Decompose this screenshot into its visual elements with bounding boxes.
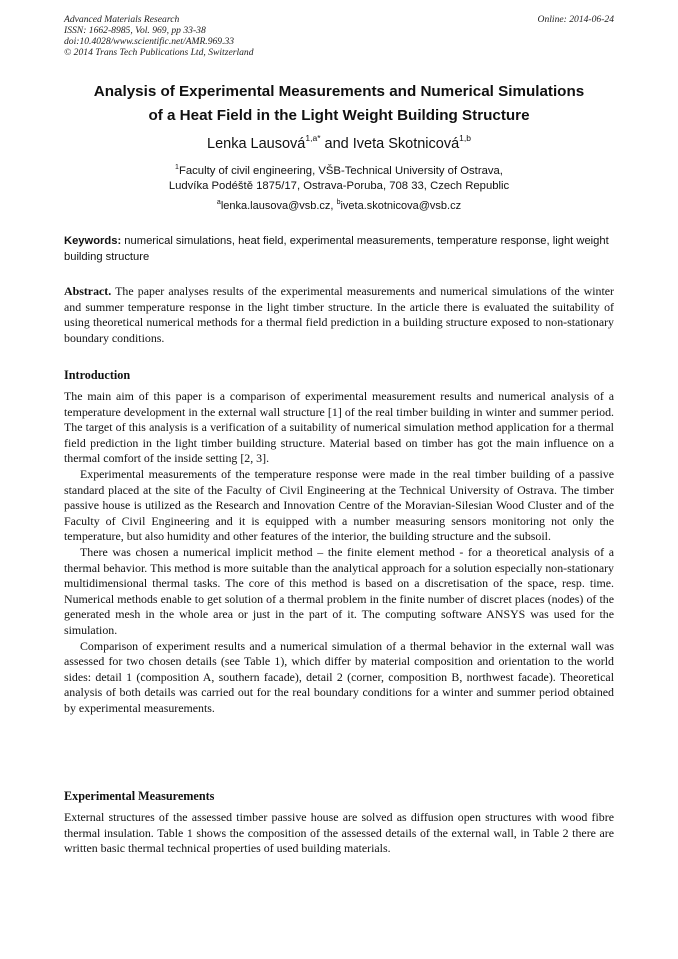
author-2-affil: 1,b	[459, 133, 471, 143]
journal-name: Advanced Materials Research	[64, 14, 180, 25]
abstract-label: Abstract.	[64, 284, 112, 298]
author-1: Lenka Lausová	[207, 136, 306, 152]
author-1-affil: 1,a*	[305, 133, 321, 143]
intro-paragraph: There was chosen a numerical implicit method – the finite element method - for a theoretical analysis of a thermal behavior. This method is more suitable than the analytical approach for a solution especially non-stationary multidimensional thermal tasks. The core of this method is based on a discretisation of the space, resp. time. Numerical methods enable to get solution of a thermal problem in the finite number of discret places (nodes) of the generated mesh in the whole area or just in the part of it. The computing software ANSYS was used for the simulation.	[64, 544, 614, 637]
author-emails	[60, 199, 618, 214]
journal-info	[64, 14, 254, 58]
experimental-body	[64, 810, 614, 857]
authors	[60, 134, 618, 154]
email-a[interactable]: lenka.lausova@vsb.cz,	[220, 200, 337, 212]
email-b-sup: b	[336, 199, 341, 206]
email-b[interactable]: iveta.skotnicova@vsb.cz	[340, 200, 462, 212]
author-2: Iveta Skotnicová	[352, 136, 460, 152]
abstract	[64, 284, 614, 346]
doi: doi:10.4028/www.scientific.net/AMR.969.33	[64, 36, 235, 47]
issn: ISSN: 1662-8985, Vol. 969, pp 33-38	[64, 25, 206, 36]
keywords-text: numerical simulations, heat field, experimental measurements, temperature response, light weight building structure	[64, 235, 609, 263]
experimental-paragraph: External structures of the assessed timber passive house are solved as diffusion open structures with wood fibre thermal insulation. Table 1 shows the composition of the assessed details of the external wall, in Table 2 there are written basic thermal technical properties of used building materials.	[64, 810, 614, 856]
affiliation	[60, 164, 618, 194]
affiliation-line-1: Faculty of civil engineering, VŠB-Technical University of Ostrava,	[178, 165, 503, 177]
author-connector: and	[320, 136, 353, 152]
introduction-body	[64, 389, 614, 716]
introduction-heading: Introduction	[64, 368, 131, 382]
copyright: © 2014 Trans Tech Publications Ltd, Switzerland	[64, 47, 254, 58]
intro-paragraph: Comparison of experiment results and a numerical simulation of a thermal behavior in the external wall was assessed for two chosen details (see Table 1), which differ by material composition and orientation to the world sides: detail 1 (composition A, southern facade), detail 2 (corner, composition B, northwest facade). Theoretical analysis of both details was carried out for the real boundary conditions for a winter and summer period obtained by experimental measurements.	[64, 638, 614, 715]
title-line-2: of a Heat Field in the Light Weight Building Structure	[148, 107, 530, 124]
affiliation-sup: 1	[175, 164, 179, 171]
abstract-text: The paper analyses results of the experimental measurements and numerical simulations of the winter and summer temperature response in the light timber structure. In the article there is evaluated the suitability of using theoretical numerical methods for a thermal field prediction in a building structure exposed to non-stationary boundary conditions.	[64, 284, 614, 345]
intro-paragraph: Experimental measurements of the temperature response were made in the real timber building of a passive standard placed at the site of the Faculty of Civil Engineering at the Technical University of Ostrava. The timber passive house is utilized as the Research and Innovation Centre of the Moravian-Silesian Wood Cluster and of the Faculty of Civil Engineering and it is equipped with a number measuring sensors monitoring not only the temperature, but also humidity and other features of the interior, the building structure and the subsoil.	[64, 466, 614, 544]
email-a-sup: a	[216, 199, 221, 206]
affiliation-line-2: Ludvíka Podéště 1875/17, Ostrava-Poruba, 708 33, Czech Republic	[168, 180, 510, 192]
keywords	[64, 234, 614, 265]
experimental-heading: Experimental Measurements	[64, 789, 215, 803]
title-line-1: Analysis of Experimental Measurements and Numerical Simulations	[93, 83, 585, 100]
keywords-label: Keywords:	[64, 235, 122, 247]
paper-title	[60, 80, 618, 128]
intro-paragraph: The main aim of this paper is a comparison of experimental measurement results and numerical analysis of a temperature development in the external wall structure [1] of the real timber building in winter and summer period. The target of this analysis is a verification of a suitability of numerical simulation method application for a thermal field prediction in the light timber building structure. Material based on timber has got the main influence on a thermal comfort of the inside setting [2, 3].	[64, 389, 614, 466]
online-date: Online: 2014-06-24	[537, 14, 614, 25]
